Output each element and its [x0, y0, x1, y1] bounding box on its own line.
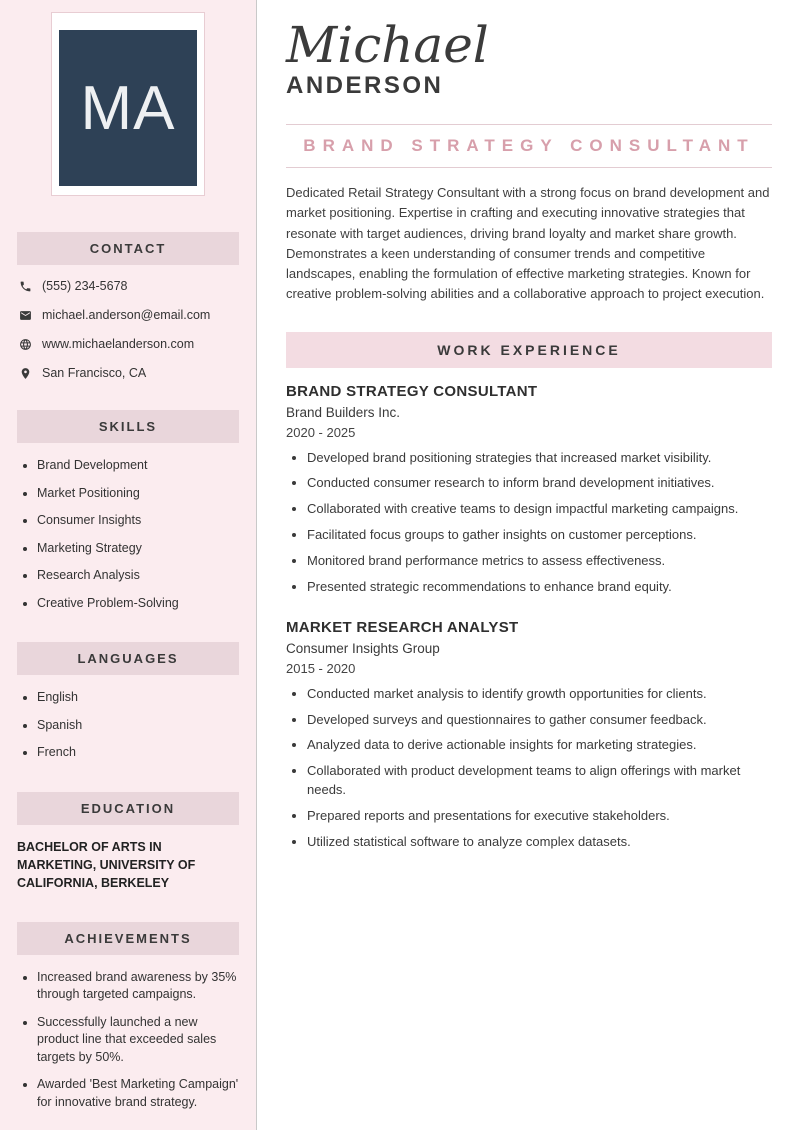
skills-section-header: SKILLS	[17, 410, 239, 443]
language-item: • French	[37, 744, 239, 762]
monogram: MA	[80, 73, 176, 143]
contact-phone-text: (555) 234-5678	[42, 279, 128, 293]
job-bullet: • Monitored brand performance metrics to assess effectiveness.	[307, 552, 772, 571]
skill-item: • Brand Development	[37, 457, 239, 475]
languages-list	[17, 689, 239, 762]
job-bullet: • Collaborated with creative teams to design impactful marketing campaigns.	[307, 500, 772, 519]
sidebar	[0, 0, 257, 1130]
job-bullet: • Utilized statistical software to analyze complex datasets.	[307, 833, 772, 852]
education-section-header: EDUCATION	[17, 792, 239, 825]
contact-list	[17, 279, 239, 380]
language-item: • Spanish	[37, 717, 239, 735]
globe-icon	[19, 338, 32, 351]
achievement-item: • Increased brand awareness by 35% through targeted campaigns.	[37, 969, 239, 1004]
contact-item-email	[19, 308, 239, 322]
contact-item-website	[19, 337, 239, 351]
location-icon	[19, 367, 32, 380]
job-bullet-list	[286, 685, 772, 852]
job-bullet: • Developed brand positioning strategies that increased market visibility.	[307, 449, 772, 468]
contact-email-text: michael.anderson@email.com	[42, 308, 211, 322]
job-dates: 2015 - 2020	[286, 660, 356, 676]
divider-line	[286, 124, 772, 125]
phone-icon	[19, 280, 32, 293]
last-name: ANDERSON	[286, 72, 444, 99]
job-bullet: • Presented strategic recommendations to enhance brand equity.	[307, 578, 772, 597]
contact-location-text: San Francisco, CA	[42, 366, 147, 380]
job-entry	[286, 383, 772, 597]
email-icon	[19, 309, 32, 322]
achievements-list	[17, 969, 239, 1112]
contact-section-header: CONTACT	[17, 232, 239, 265]
skill-item: • Consumer Insights	[37, 512, 239, 530]
job-bullet: • Conducted consumer research to inform brand development initiatives.	[307, 474, 772, 493]
profile-summary: Dedicated Retail Strategy Consultant with a strong focus on brand development and market positioning. Expertise in crafting and executing innovative strategies that resonate with target audiences, driving brand loyalty and market share growth. Demonstrates a keen understanding of consumer trends and competitive landscapes, enabling the formulation of effective marketing strategies. Known for creative problem-solving abilities and a collaborative approach to project execution.	[286, 185, 770, 302]
photo-frame	[51, 12, 205, 196]
job-bullet-list	[286, 449, 772, 597]
achievement-item: • Awarded 'Best Marketing Campaign' for innovative brand strategy.	[37, 1076, 239, 1111]
job-dates: 2020 - 2025	[286, 424, 356, 440]
achievement-item: • Successfully launched a new product line that exceeded sales targets by 50%.	[37, 1014, 239, 1067]
job-title: MARKET RESEARCH ANALYST	[286, 618, 519, 636]
first-name: Michael	[286, 16, 489, 74]
job-bullet: • Facilitated focus groups to gather insights on customer perceptions.	[307, 526, 772, 545]
job-company: Consumer Insights Group	[286, 640, 440, 656]
education-degree: BACHELOR OF ARTS IN MARKETING, UNIVERSITY OF CALIFORNIA, BERKELEY	[17, 839, 196, 890]
job-bullet: • Analyzed data to derive actionable insights for marketing strategies.	[307, 736, 772, 755]
headline-job-title: BRAND STRATEGY CONSULTANT	[303, 136, 755, 155]
skill-item: • Marketing Strategy	[37, 540, 239, 558]
contact-item-location	[19, 366, 239, 380]
contact-website-text: www.michaelanderson.com	[42, 337, 195, 351]
contact-item-phone	[19, 279, 239, 293]
divider-line	[286, 167, 772, 168]
work-experience-header: WORK EXPERIENCE	[286, 332, 772, 368]
job-entry	[286, 619, 772, 852]
job-bullet: • Conducted market analysis to identify growth opportunities for clients.	[307, 685, 772, 704]
photo-placeholder	[59, 30, 197, 186]
job-title: BRAND STRATEGY CONSULTANT	[286, 382, 538, 400]
job-company: Brand Builders Inc.	[286, 404, 401, 420]
languages-section-header: LANGUAGES	[17, 642, 239, 675]
language-item: • English	[37, 689, 239, 707]
skill-item: • Market Positioning	[37, 485, 239, 503]
skills-list	[17, 457, 239, 612]
achievements-section-header: ACHIEVEMENTS	[17, 922, 239, 955]
skill-item: • Creative Problem-Solving	[37, 595, 239, 613]
job-bullet: • Collaborated with product development teams to align offerings with market needs.	[307, 762, 772, 800]
job-bullet: • Developed surveys and questionnaires to gather consumer feedback.	[307, 711, 772, 730]
main-content	[257, 0, 800, 1130]
job-bullet: • Prepared reports and presentations for executive stakeholders.	[307, 807, 772, 826]
skill-item: • Research Analysis	[37, 567, 239, 585]
